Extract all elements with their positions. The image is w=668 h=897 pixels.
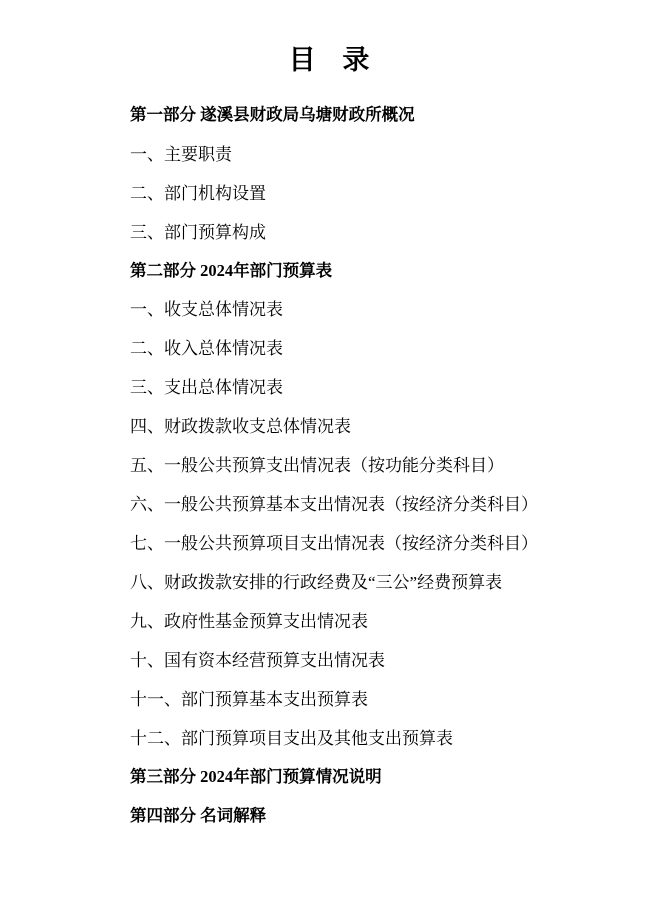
toc-entry[interactable]: 二、部门机构设置 xyxy=(130,183,266,203)
toc-entry[interactable]: 第四部分 名词解释 xyxy=(130,805,267,825)
toc-entry[interactable]: 第三部分 2024年部门预算情况说明 xyxy=(130,767,382,786)
toc-entry[interactable]: 四、财政拨款收支总体情况表 xyxy=(130,417,351,436)
toc-entry[interactable]: 八、财政拨款安排的行政经费及“三公”经费预算表 xyxy=(130,573,503,592)
table-of-contents xyxy=(0,107,668,824)
toc-entry[interactable]: 十二、部门预算项目支出及其他支出预算表 xyxy=(130,729,453,748)
toc-entry[interactable]: 七、一般公共预算项目支出情况表（按经济分类科目） xyxy=(130,534,538,553)
toc-entry[interactable]: 十、国有资本经营预算支出情况表 xyxy=(130,651,385,670)
toc-entry[interactable]: 三、部门预算构成 xyxy=(130,222,266,242)
toc-entry[interactable]: 一、主要职责 xyxy=(130,144,232,164)
page-title: 目 录 xyxy=(288,45,380,75)
document-page xyxy=(0,38,668,897)
toc-entry[interactable]: 九、政府性基金预算支出情况表 xyxy=(130,612,368,631)
toc-entry[interactable]: 十一、部门预算基本支出预算表 xyxy=(130,690,368,709)
toc-entry[interactable]: 第二部分 2024年部门预算表 xyxy=(130,260,333,280)
toc-entry[interactable]: 二、收入总体情况表 xyxy=(130,339,283,358)
toc-entry[interactable]: 五、一般公共预算支出情况表（按功能分类科目） xyxy=(130,456,504,475)
toc-entry[interactable]: 一、收支总体情况表 xyxy=(130,300,283,319)
toc-entry[interactable]: 六、一般公共预算基本支出情况表（按经济分类科目） xyxy=(130,495,538,514)
toc-entry[interactable]: 三、支出总体情况表 xyxy=(130,378,283,397)
toc-entry[interactable]: 第一部分 遂溪县财政局乌塘财政所概况 xyxy=(130,105,415,124)
